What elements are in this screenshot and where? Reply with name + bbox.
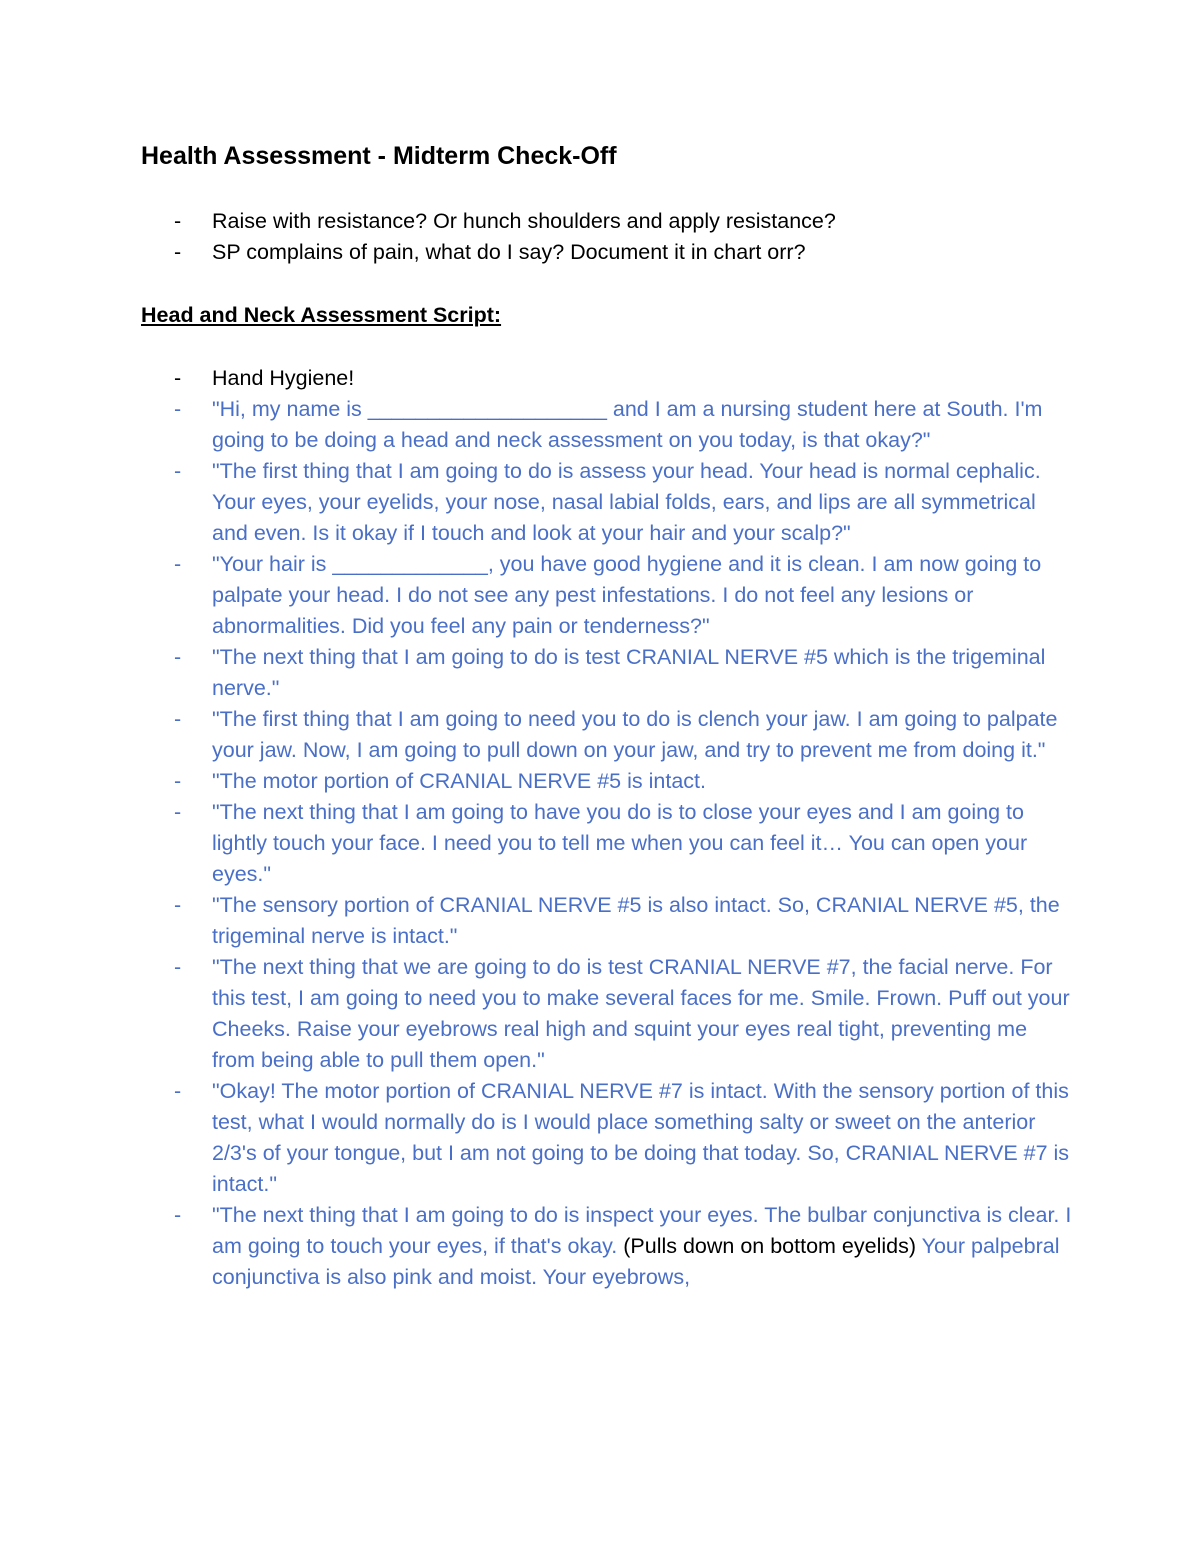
script-item <box>0 549 1072 642</box>
document-title: Health Assessment - Midterm Check-Off <box>141 142 617 170</box>
spoken-script-text: Your palpebral conjunctiva is also pink and moist. Your eyebrows, <box>212 1234 1060 1289</box>
spoken-script-text: "Okay! The motor portion of CRANIAL NERVE #7 is intact. With the sensory portion of this test, what I would normally do is I would place something salty or sweet on the anterior 2/3's of your tongue, but I am not going to be doing that today. So, CRANIAL NERVE #7 is intact." <box>212 1079 1070 1196</box>
bullet-dash: - <box>174 366 182 390</box>
instruction-text: Hand Hygiene! <box>212 366 355 390</box>
script-item <box>0 1076 1072 1200</box>
bullet-dash: - <box>174 707 182 731</box>
script-item <box>0 952 1072 1076</box>
bullet-dash: - <box>174 459 182 483</box>
bullet-dash: - <box>174 769 182 793</box>
spoken-script-text: "Hi, my name is ____________________ and I am a nursing student here at South. I'm going to be doing a head and neck assessment on you today, is that okay?" <box>212 397 1043 452</box>
script-text <box>212 1203 1071 1289</box>
spoken-script-text: "The motor portion of CRANIAL NERVE #5 is intact. <box>212 769 706 793</box>
spoken-script-text: "The next thing that I am going to have you do is to close your eyes and I am going to lightly touch your face. I need you to tell me when you can feel it… You can open your eyes." <box>212 800 1028 886</box>
list-item <box>0 206 1072 237</box>
script-text <box>212 552 1041 638</box>
spoken-script-text: "The next thing that I am going to do is test CRANIAL NERVE #5 which is the trigeminal nerve." <box>212 645 1046 700</box>
script-item <box>0 1200 1072 1293</box>
section-heading: Head and Neck Assessment Script: <box>141 303 502 327</box>
script-text <box>212 459 1041 545</box>
questions-list <box>0 206 1072 268</box>
spoken-script-text: "The next thing that I am going to do is inspect your eyes. The bulbar conjunctiva is clear. I am going to touch your eyes, if that's okay. <box>212 1203 1072 1258</box>
script-text <box>212 893 1060 948</box>
spoken-script-text: "The first thing that I am going to need you to do is clench your jaw. I am going to palpate your jaw. Now, I am going to pull down on your jaw, and try to prevent me from doing it." <box>212 707 1058 762</box>
instruction-text: (Pulls down on bottom eyelids) <box>623 1234 917 1258</box>
script-text <box>212 800 1027 886</box>
bullet-dash: - <box>174 893 182 917</box>
script-item <box>0 766 1072 797</box>
script-text <box>212 1079 1069 1196</box>
script-item <box>0 704 1072 766</box>
script-text <box>212 397 1042 452</box>
script-item <box>0 394 1072 456</box>
bullet-dash: - <box>174 955 182 979</box>
script-list <box>0 363 1072 1293</box>
script-item <box>0 456 1072 549</box>
bullet-dash: - <box>174 1079 182 1103</box>
bullet-dash: - <box>174 240 182 264</box>
bullet-dash: - <box>174 1203 182 1227</box>
script-text <box>212 366 354 390</box>
spoken-script-text: "The sensory portion of CRANIAL NERVE #5 is also intact. So, CRANIAL NERVE #5, the trigeminal nerve is intact." <box>212 893 1060 948</box>
script-text <box>212 707 1057 762</box>
script-item <box>0 642 1072 704</box>
spoken-script-text: "Your hair is _____________, you have good hygiene and it is clean. I am now going to palpate your head. I do not see any pest infestations. I do not feel any lesions or abnormalities. Did you feel any pain or tenderness?" <box>212 552 1042 638</box>
bullet-dash: - <box>174 645 182 669</box>
script-item <box>0 797 1072 890</box>
bullet-dash: - <box>174 209 182 233</box>
question-text: Raise with resistance? Or hunch shoulders and apply resistance? <box>212 209 836 233</box>
script-text <box>212 955 1070 1072</box>
script-item <box>0 890 1072 952</box>
script-item <box>0 363 1072 394</box>
bullet-dash: - <box>174 397 182 421</box>
script-text <box>212 769 706 793</box>
bullet-dash: - <box>174 552 182 576</box>
bullet-dash: - <box>174 800 182 824</box>
question-text: SP complains of pain, what do I say? Document it in chart orr? <box>212 240 806 264</box>
spoken-script-text: "The first thing that I am going to do is assess your head. Your head is normal cephalic. Your eyes, your eyelids, your nose, nasal labial folds, ears, and lips are all symmetrical and even. Is it okay if I touch and look at your hair and your scalp?" <box>212 459 1041 545</box>
list-item <box>0 237 1072 268</box>
script-text <box>212 645 1045 700</box>
spoken-script-text: "The next thing that we are going to do is test CRANIAL NERVE #7, the facial nerve. For this test, I am going to need you to make several faces for me. Smile. Frown. Puff out your Cheeks. Raise your eyebrows real high and squint your eyes real tight, preventing me from being able to pull them open." <box>212 955 1070 1072</box>
